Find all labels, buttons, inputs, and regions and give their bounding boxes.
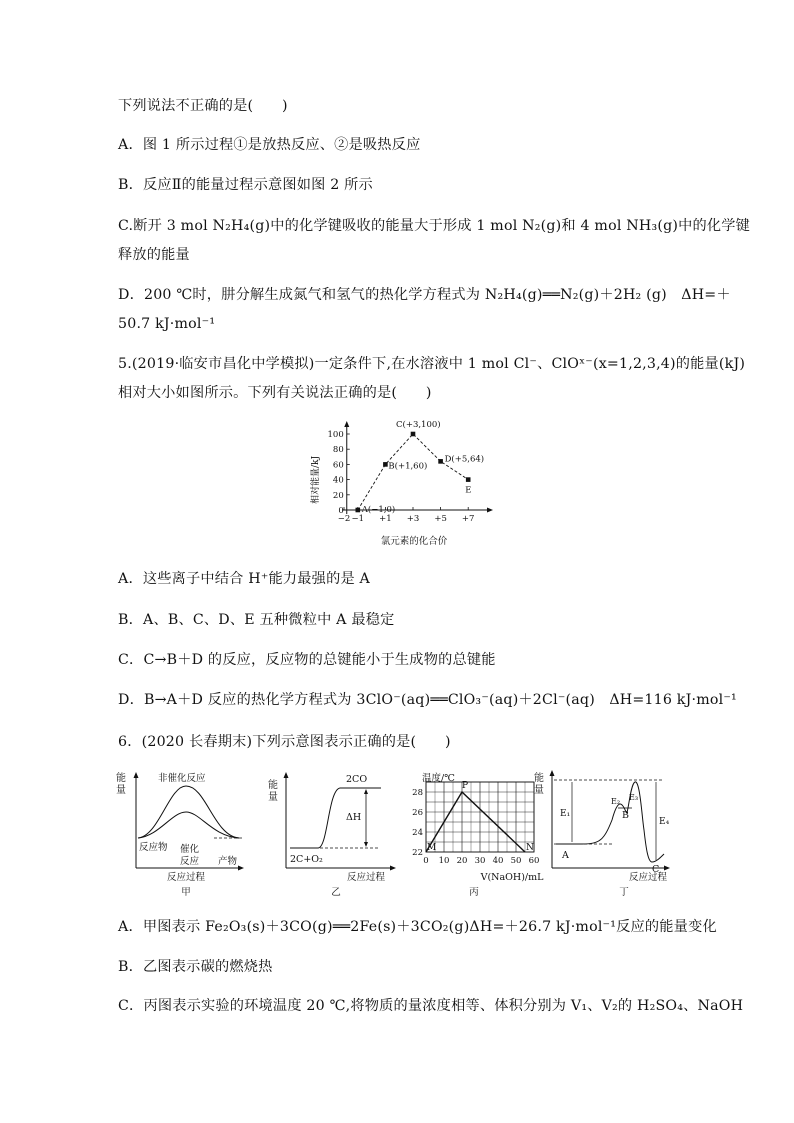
q5-option-c: C．C→B＋D 的反应，反应物的总键能小于生成物的总键能: [118, 652, 496, 668]
q5-y-tick-label: 100: [327, 430, 344, 440]
yi-label-dh: ΔH: [346, 812, 362, 823]
bing-point-label: M: [427, 843, 437, 853]
q5-y-tick-label: 80: [332, 445, 344, 456]
q4-option-c-line2: 释放的能量: [118, 247, 190, 263]
q5-y-arrow: [344, 421, 349, 427]
bing-x-tick-label: 10: [438, 856, 450, 866]
yi-ylabel-2: 量: [268, 792, 278, 803]
bing-x-tick-label: 50: [510, 856, 522, 866]
jia-ylabel-1: 能: [116, 773, 126, 784]
q4-option-c-line1: C.断开 3 mol N₂H₄(g)中的化学键吸收的能量大于形成 1 mol N₂(g)和 4 mol NH₃(g)中的化学键: [118, 218, 751, 234]
yi-label-2c-o2: 2C+O₂: [290, 854, 323, 865]
q5-x-tick-label: +3: [406, 514, 420, 524]
yi-energy-curve: [290, 788, 381, 848]
q5-x-tick-label: +5: [434, 514, 447, 524]
jia-panel-label: 甲: [181, 887, 191, 898]
bing-x-tick-label: 60: [528, 856, 540, 866]
q6-panel-jia: [114, 768, 244, 898]
bing-x-tick-label: 0: [423, 856, 429, 866]
bing-ticks: [412, 788, 539, 866]
bing-ylabel: 温度/℃: [422, 773, 455, 784]
q4-option-a: A．图 1 所示过程①是放热反应、②是吸热反应: [118, 137, 421, 153]
q5-point-marker: [438, 459, 443, 464]
ding-label-b: B: [622, 810, 629, 821]
bing-y-tick-label: 22: [412, 848, 423, 858]
q5-x-arrow: [487, 508, 493, 513]
q5-option-a: A．这些离子中结合 H⁺能力最强的是 A: [118, 571, 370, 587]
jia-label-product: 产物: [218, 856, 238, 867]
ding-label-a: A: [562, 850, 569, 861]
bing-x-tick-label: 30: [474, 856, 486, 866]
yi-ylabel-1: 能: [268, 780, 278, 791]
q5-chart-ylabel: 相对能量/kJ: [311, 455, 321, 505]
ding-ylabel-1: 能: [534, 773, 544, 784]
q5-option-b: B．A、B、C、D、E 五种微粒中 A 最稳定: [118, 612, 395, 628]
jia-xlabel: 反应过程: [166, 872, 206, 883]
q5-y-tick-label: 40: [332, 475, 344, 486]
bing-xlabel: V(NaOH)/mL: [480, 872, 544, 883]
q5-x-tick-label: −2: [337, 514, 351, 524]
q5-point-label: A(−1,0): [361, 505, 396, 515]
bing-x-tick-label: 40: [492, 856, 504, 866]
q5-point-marker: [356, 508, 361, 513]
jia-label-catalyzed-1: 催化: [180, 844, 200, 855]
q5-energy-chart: [302, 420, 502, 545]
q4-option-b: B．反应Ⅱ的能量过程示意图如图 2 所示: [118, 177, 373, 193]
q5-y-tick-label: 0: [338, 506, 344, 516]
q5-y-tick-label: 60: [332, 460, 344, 471]
bing-y-tick-label: 26: [412, 808, 423, 818]
q5-chart-points: [356, 419, 485, 515]
yi-xlabel: 反应过程: [346, 872, 386, 883]
bing-x-tick-label: 20: [456, 856, 468, 866]
q6-panel-yi: [266, 768, 396, 898]
q5-point-marker: [411, 432, 416, 437]
bing-grid: [426, 782, 534, 852]
q6-panel-ding: [532, 768, 672, 898]
jia-ylabel-2: 量: [116, 785, 126, 796]
q6-option-c: C．丙图表示实验的环境温度 20 ℃,将物质的量浓度相等、体积分别为 V₁、V₂的 H₂SO₄、NaOH: [118, 998, 744, 1014]
q5-series-line: [358, 434, 468, 510]
bing-point-label: P: [462, 781, 469, 791]
ding-xlabel: 反应过程: [628, 872, 668, 883]
q5-x-tick-label: +1: [379, 514, 392, 524]
q5-x-tick-label: +7: [461, 514, 475, 524]
q5-point-label: D(+5,64): [444, 454, 485, 465]
q5-point-marker: [383, 462, 388, 467]
q5-stem-line1: 5.(2019·临安市昌化中学模拟)一定条件下,在水溶液中 1 mol Cl⁻、ClOˣ⁻(x=1,2,3,4)的能量(kJ): [118, 356, 746, 372]
ding-label-c: C: [652, 864, 660, 875]
ding-label-e2: E₂: [611, 797, 621, 806]
q4-option-d-line1: D．200 ℃时，肼分解生成氮气和氢气的热化学方程式为 N₂H₄(g)══N₂(g)＋2H₂ (g) ΔH=＋: [118, 287, 731, 303]
jia-label-uncatalyzed: 非催化反应: [158, 773, 206, 784]
jia-label-catalyzed-2: 反应: [180, 856, 200, 867]
jia-catalyzed-curve: [138, 812, 239, 838]
bing-point-label: N: [526, 843, 534, 853]
q4-option-d-line2: 50.7 kJ·mol⁻¹: [118, 316, 216, 332]
ding-label-e4: E₄: [659, 817, 670, 827]
q5-point-label: C(+3,100): [396, 420, 441, 430]
q5-chart-xlabel: 氯元素的化合价: [380, 536, 448, 547]
bing-panel-label: 丙: [469, 887, 479, 898]
q4-stem-tail: 下列说法不正确的是( ): [118, 98, 288, 114]
ding-panel-label: 丁: [619, 887, 629, 898]
yi-label-2co: 2CO: [346, 774, 368, 785]
q5-x-tick-label: −1: [351, 514, 365, 524]
yi-panel-label: 乙: [331, 887, 341, 898]
ding-ylabel-2: 量: [534, 785, 544, 796]
q5-chart-dashed-path: [358, 434, 468, 510]
q6-option-a: A．甲图表示 Fe₂O₃(s)＋3CO(g)══2Fe(s)＋3CO₂(g)ΔH=＋26.7 kJ·mol⁻¹反应的能量变化: [118, 919, 717, 935]
q6-stem: 6．(2020 长春期末)下列示意图表示正确的是( ): [118, 734, 451, 750]
q6-option-b: B．乙图表示碳的燃烧热: [118, 959, 273, 975]
q5-y-tick-label: 20: [332, 490, 344, 501]
bing-y-tick-label: 28: [412, 788, 423, 798]
q5-point-label: E: [465, 485, 472, 496]
jia-label-reactant: 反应物: [139, 842, 168, 853]
q5-stem-line2: 相对大小如图所示。下列有关说法正确的是( ): [118, 385, 432, 401]
q5-point-label: B(+1,60): [388, 461, 428, 472]
q5-option-d: D．B→A＋D 反应的热化学方程式为 3ClO⁻(aq)══ClO₃⁻(aq)＋2Cl⁻(aq) ΔH=116 kJ·mol⁻¹: [118, 692, 737, 708]
bing-y-tick-label: 24: [412, 828, 423, 838]
q5-point-marker: [466, 477, 471, 482]
ding-label-e1: E₁: [560, 809, 571, 819]
ding-label-e3: E₃: [629, 793, 639, 802]
